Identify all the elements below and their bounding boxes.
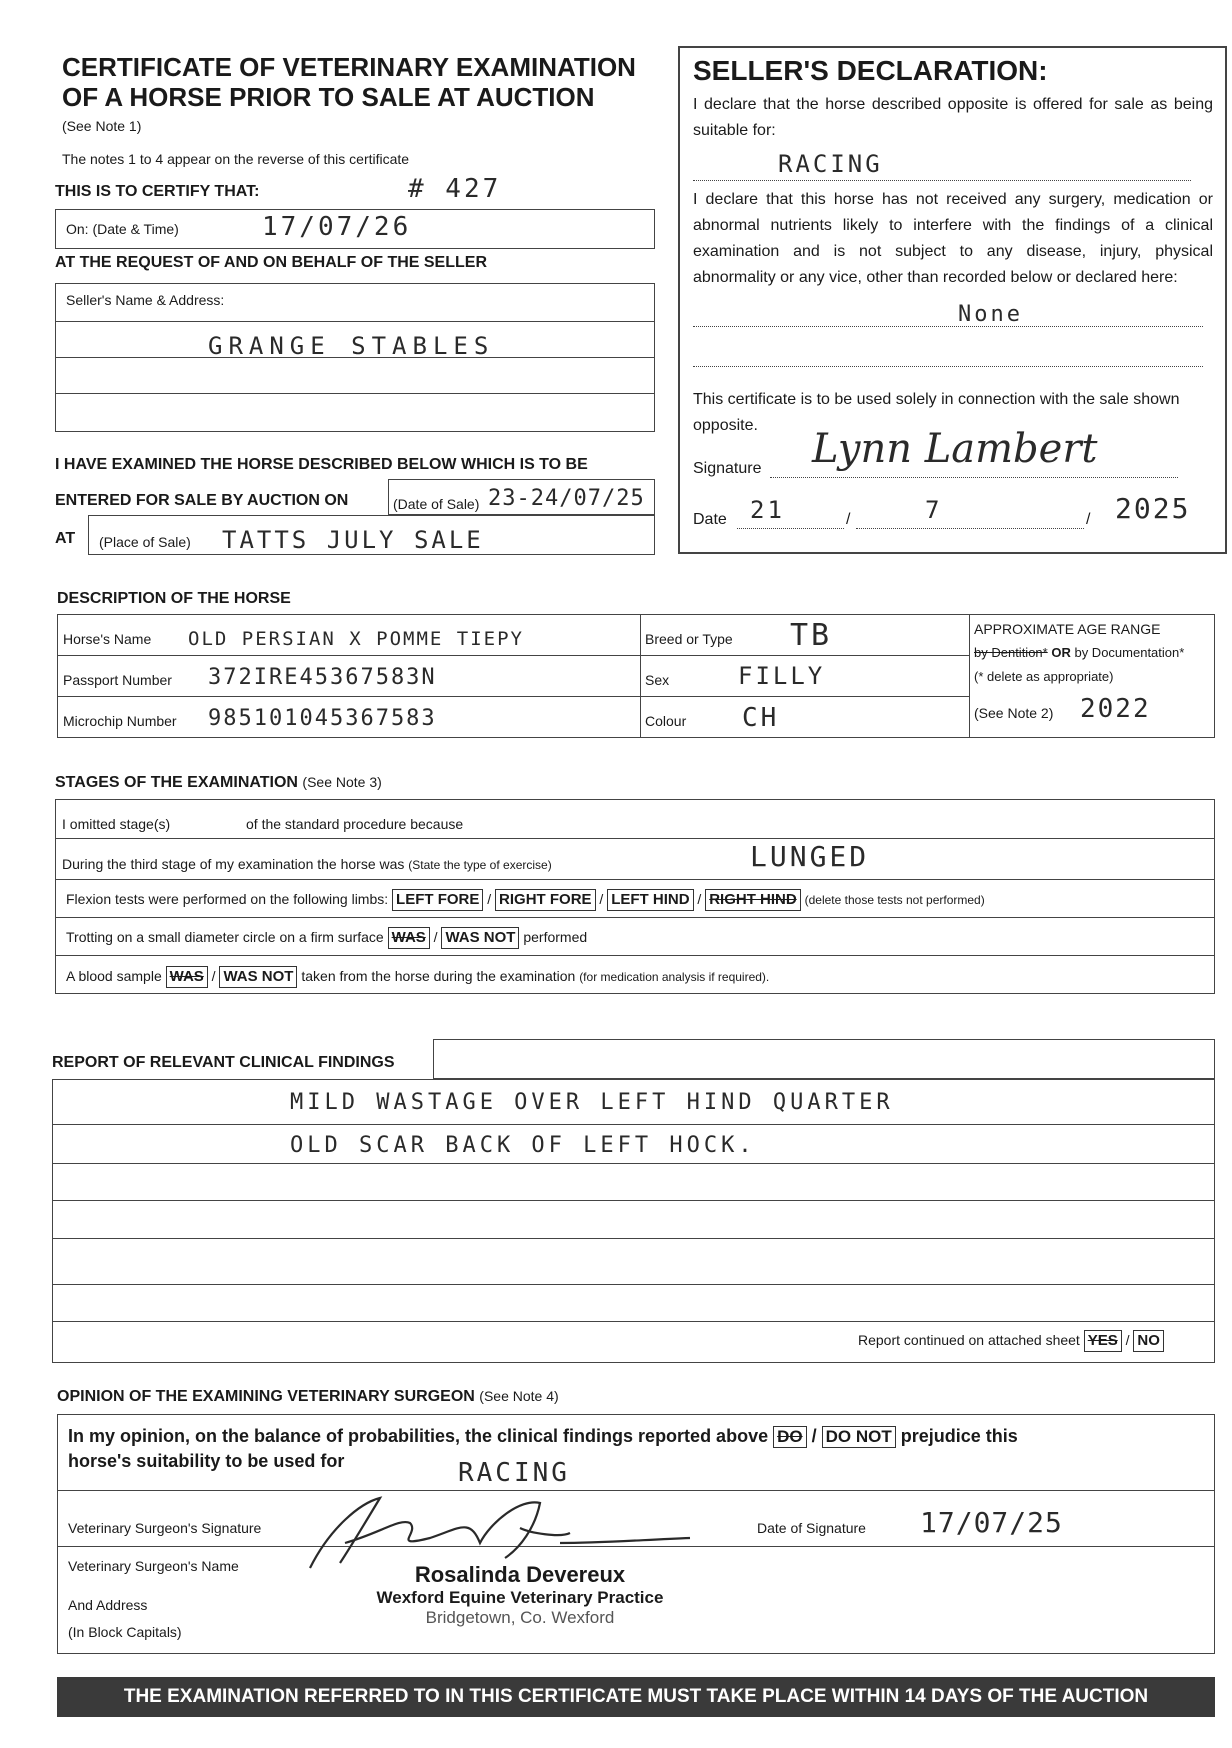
age-or: OR	[1051, 645, 1071, 660]
title-line-2: OF A HORSE PRIOR TO SALE AT AUCTION	[62, 82, 595, 112]
blood-taken: taken from the horse during the examination	[301, 968, 576, 984]
sex-label: Sex	[645, 672, 670, 688]
third-stage-line	[62, 856, 552, 872]
blood-note: (for medication analysis if required).	[579, 970, 770, 984]
flexion-delete-note: (delete those tests not performed)	[804, 893, 985, 907]
sale-date-label: (Date of Sale)	[393, 496, 480, 512]
declaration-title: SELLER'S DECLARATION:	[693, 55, 1048, 86]
vet-name-label: Veterinary Surgeon's Name	[68, 1558, 239, 1574]
third-stage-label: During the third stage of my examination the horse was	[62, 856, 405, 872]
age-see-note: (See Note 2)	[974, 705, 1054, 721]
trotting-performed: performed	[523, 929, 588, 945]
stamp-address: Bridgetown, Co. Wexford	[425, 1608, 615, 1627]
sale-date-value[interactable]: 23-24/07/25	[488, 486, 645, 511]
blood-line: A blood sample WAS / WAS NOT taken from the horse during the examination (for medication analysis if required).	[66, 966, 769, 988]
opinion-text-3: horse's suitability to be used for	[68, 1451, 345, 1471]
title-line-1: CERTIFICATE OF VETERINARY EXAMINATION	[62, 52, 636, 82]
date-of-signature-value[interactable]: 17/07/25	[920, 1506, 1063, 1539]
continued-yes[interactable]: YES	[1084, 1330, 1122, 1352]
blood-was[interactable]: WAS	[166, 966, 208, 988]
stages-heading-text: STAGES OF THE EXAMINATION	[55, 774, 298, 791]
declaration-date-month[interactable]: 7	[925, 496, 943, 524]
limb-right-hind[interactable]: RIGHT HIND	[705, 889, 801, 911]
see-note-1: (See Note 1)	[62, 118, 142, 134]
sex-value[interactable]: FILLY	[738, 662, 826, 690]
declaration-signature-value[interactable]: Lynn Lambert	[812, 426, 1098, 472]
seller-request-label: AT THE REQUEST OF AND ON BEHALF OF THE SELLER	[55, 254, 487, 271]
entered-label: ENTERED FOR SALE BY AUCTION ON	[55, 492, 349, 509]
on-date-value[interactable]: 17/07/26	[262, 212, 412, 242]
stages-heading	[55, 774, 382, 792]
declaration-date-day[interactable]: 21	[750, 496, 785, 524]
stages-heading-note: (See Note 3)	[302, 774, 382, 790]
findings-line-2[interactable]: OLD SCAR BACK OF LEFT HOCK.	[290, 1133, 756, 1158]
opinion-heading-note: (See Note 4)	[479, 1388, 559, 1404]
opinion-text-2: prejudice this	[900, 1426, 1018, 1446]
opinion-use-value[interactable]: RACING	[458, 1458, 570, 1488]
declaration-text-1: I declare that the horse described opposite is offered for sale as being suitable for:	[693, 96, 1213, 139]
notes-text: The notes 1 to 4 appear on the reverse of this certificate	[62, 151, 410, 167]
opinion-text-1: In my opinion, on the balance of probabilities, the clinical findings reported above	[68, 1426, 769, 1446]
footer-banner-text: THE EXAMINATION REFERRED TO IN THIS CERTIFICATE MUST TAKE PLACE WITHIN 14 DAYS OF THE AUCTION	[123, 1686, 1149, 1707]
findings-heading: REPORT OF RELEVANT CLINICAL FINDINGS	[52, 1054, 395, 1071]
vet-address-label: And Address	[68, 1597, 148, 1613]
seller-name-value[interactable]: GRANGE STABLES	[208, 332, 495, 360]
opinion-do[interactable]: DO	[773, 1426, 807, 1448]
trotting-was-not[interactable]: WAS NOT	[441, 927, 519, 949]
opinion-line-1: In my opinion, on the balance of probabilities, the clinical findings reported above DO / DO NOT prejudice this	[68, 1426, 1018, 1446]
continued-line: Report continued on attached sheet YES / NO	[858, 1330, 1164, 1352]
findings-heading-box	[433, 1039, 1215, 1079]
limb-left-fore[interactable]: LEFT FORE	[392, 889, 483, 911]
findings-line-1[interactable]: MILD WASTAGE OVER LEFT HIND QUARTER	[290, 1090, 894, 1115]
vet-caps-label: (In Block Capitals)	[68, 1624, 182, 1640]
lot-number[interactable]: # 427	[408, 174, 502, 204]
colour-label: Colour	[645, 713, 687, 729]
flexion-line: Flexion tests were performed on the following limbs: LEFT FORE / RIGHT FORE / LEFT HIND / RIGHT HIND (delete those tests not performed)	[66, 889, 985, 911]
stamp-practice: Wexford Equine Veterinary Practice	[376, 1588, 664, 1607]
age-by-dentition[interactable]: by Dentition*	[974, 645, 1048, 660]
date-of-signature-label: Date of Signature	[757, 1520, 866, 1536]
sale-place-value[interactable]: TATTS JULY SALE	[222, 526, 484, 554]
opinion-heading	[57, 1388, 559, 1406]
third-stage-note: (State the type of exercise)	[408, 858, 552, 872]
colour-value[interactable]: CH	[742, 703, 780, 733]
trotting-line: Trotting on a small diameter circle on a firm surface WAS / WAS NOT performed	[66, 927, 587, 949]
age-by-line	[974, 645, 1184, 660]
third-stage-value[interactable]: LUNGED	[750, 840, 870, 873]
breed-value[interactable]: TB	[790, 618, 833, 653]
trotting-label: Trotting on a small diameter circle on a firm surface	[66, 929, 384, 945]
age-by-documentation[interactable]: by Documentation*	[1074, 645, 1185, 660]
continued-label: Report continued on attached sheet	[858, 1332, 1080, 1348]
at-label: AT	[55, 530, 76, 547]
opinion-heading-text: OPINION OF THE EXAMINING VETERINARY SURGEON	[57, 1388, 475, 1405]
horse-name-value[interactable]: OLD PERSIAN X POMME TIEPY	[188, 628, 524, 650]
vet-signature-label: Veterinary Surgeon's Signature	[68, 1520, 262, 1536]
opinion-do-not[interactable]: DO NOT	[822, 1426, 896, 1448]
microchip-value[interactable]: 985101045367583	[208, 706, 437, 731]
blood-was-not[interactable]: WAS NOT	[219, 966, 297, 988]
sale-place-label: (Place of Sale)	[99, 534, 191, 550]
age-delete-note: (* delete as appropriate)	[974, 669, 1114, 684]
declaration-date-label: Date	[693, 511, 727, 528]
stamp-name: Rosalinda Devereux	[414, 1562, 626, 1587]
trotting-was[interactable]: WAS	[388, 927, 430, 949]
certify-label: THIS IS TO CERTIFY THAT:	[55, 183, 260, 200]
flexion-label: Flexion tests were performed on the following limbs:	[66, 891, 389, 907]
certificate-title	[62, 52, 672, 112]
omitted-label: I omitted stage(s)	[62, 816, 171, 832]
declaration-date-year[interactable]: 2025	[1115, 492, 1191, 525]
declaration-text-3: This certificate is to be used solely in connection with the sale shown opposite.	[693, 391, 1180, 434]
age-value[interactable]: 2022	[1080, 694, 1151, 724]
examined-label: I HAVE EXAMINED THE HORSE DESCRIBED BELOW WHICH IS TO BE	[55, 456, 588, 473]
limb-left-hind[interactable]: LEFT HIND	[607, 889, 693, 911]
passport-label: Passport Number	[63, 672, 172, 688]
description-heading: DESCRIPTION OF THE HORSE	[57, 590, 291, 607]
suitable-for-value[interactable]: RACING	[778, 150, 883, 178]
seller-name-label: Seller's Name & Address:	[66, 292, 225, 308]
age-title: APPROXIMATE AGE RANGE	[974, 621, 1161, 637]
omitted-reason: of the standard procedure because	[246, 816, 464, 832]
horse-name-label: Horse's Name	[63, 631, 152, 647]
vet-stamp	[350, 1562, 690, 1628]
continued-no[interactable]: NO	[1133, 1330, 1164, 1352]
blood-label: A blood sample	[66, 968, 162, 984]
passport-value[interactable]: 372IRE45367583N	[208, 665, 437, 690]
declaration-signature-label: Signature	[693, 460, 762, 477]
limb-right-fore[interactable]: RIGHT FORE	[495, 889, 596, 911]
breed-label: Breed or Type	[645, 631, 733, 647]
declaration-text-2: I declare that this horse has not received any surgery, medication or abnormal nutrients likely to interfere with the findings of a clinical examination and is not subject to any disease, injury, physical abnormality or any vice, other than recorded below or declared here:	[693, 191, 1213, 286]
microchip-label: Microchip Number	[63, 713, 177, 729]
footer-banner	[57, 1677, 1215, 1717]
on-date-label: On: (Date & Time)	[66, 221, 179, 237]
declared-value[interactable]: None	[958, 302, 1023, 327]
